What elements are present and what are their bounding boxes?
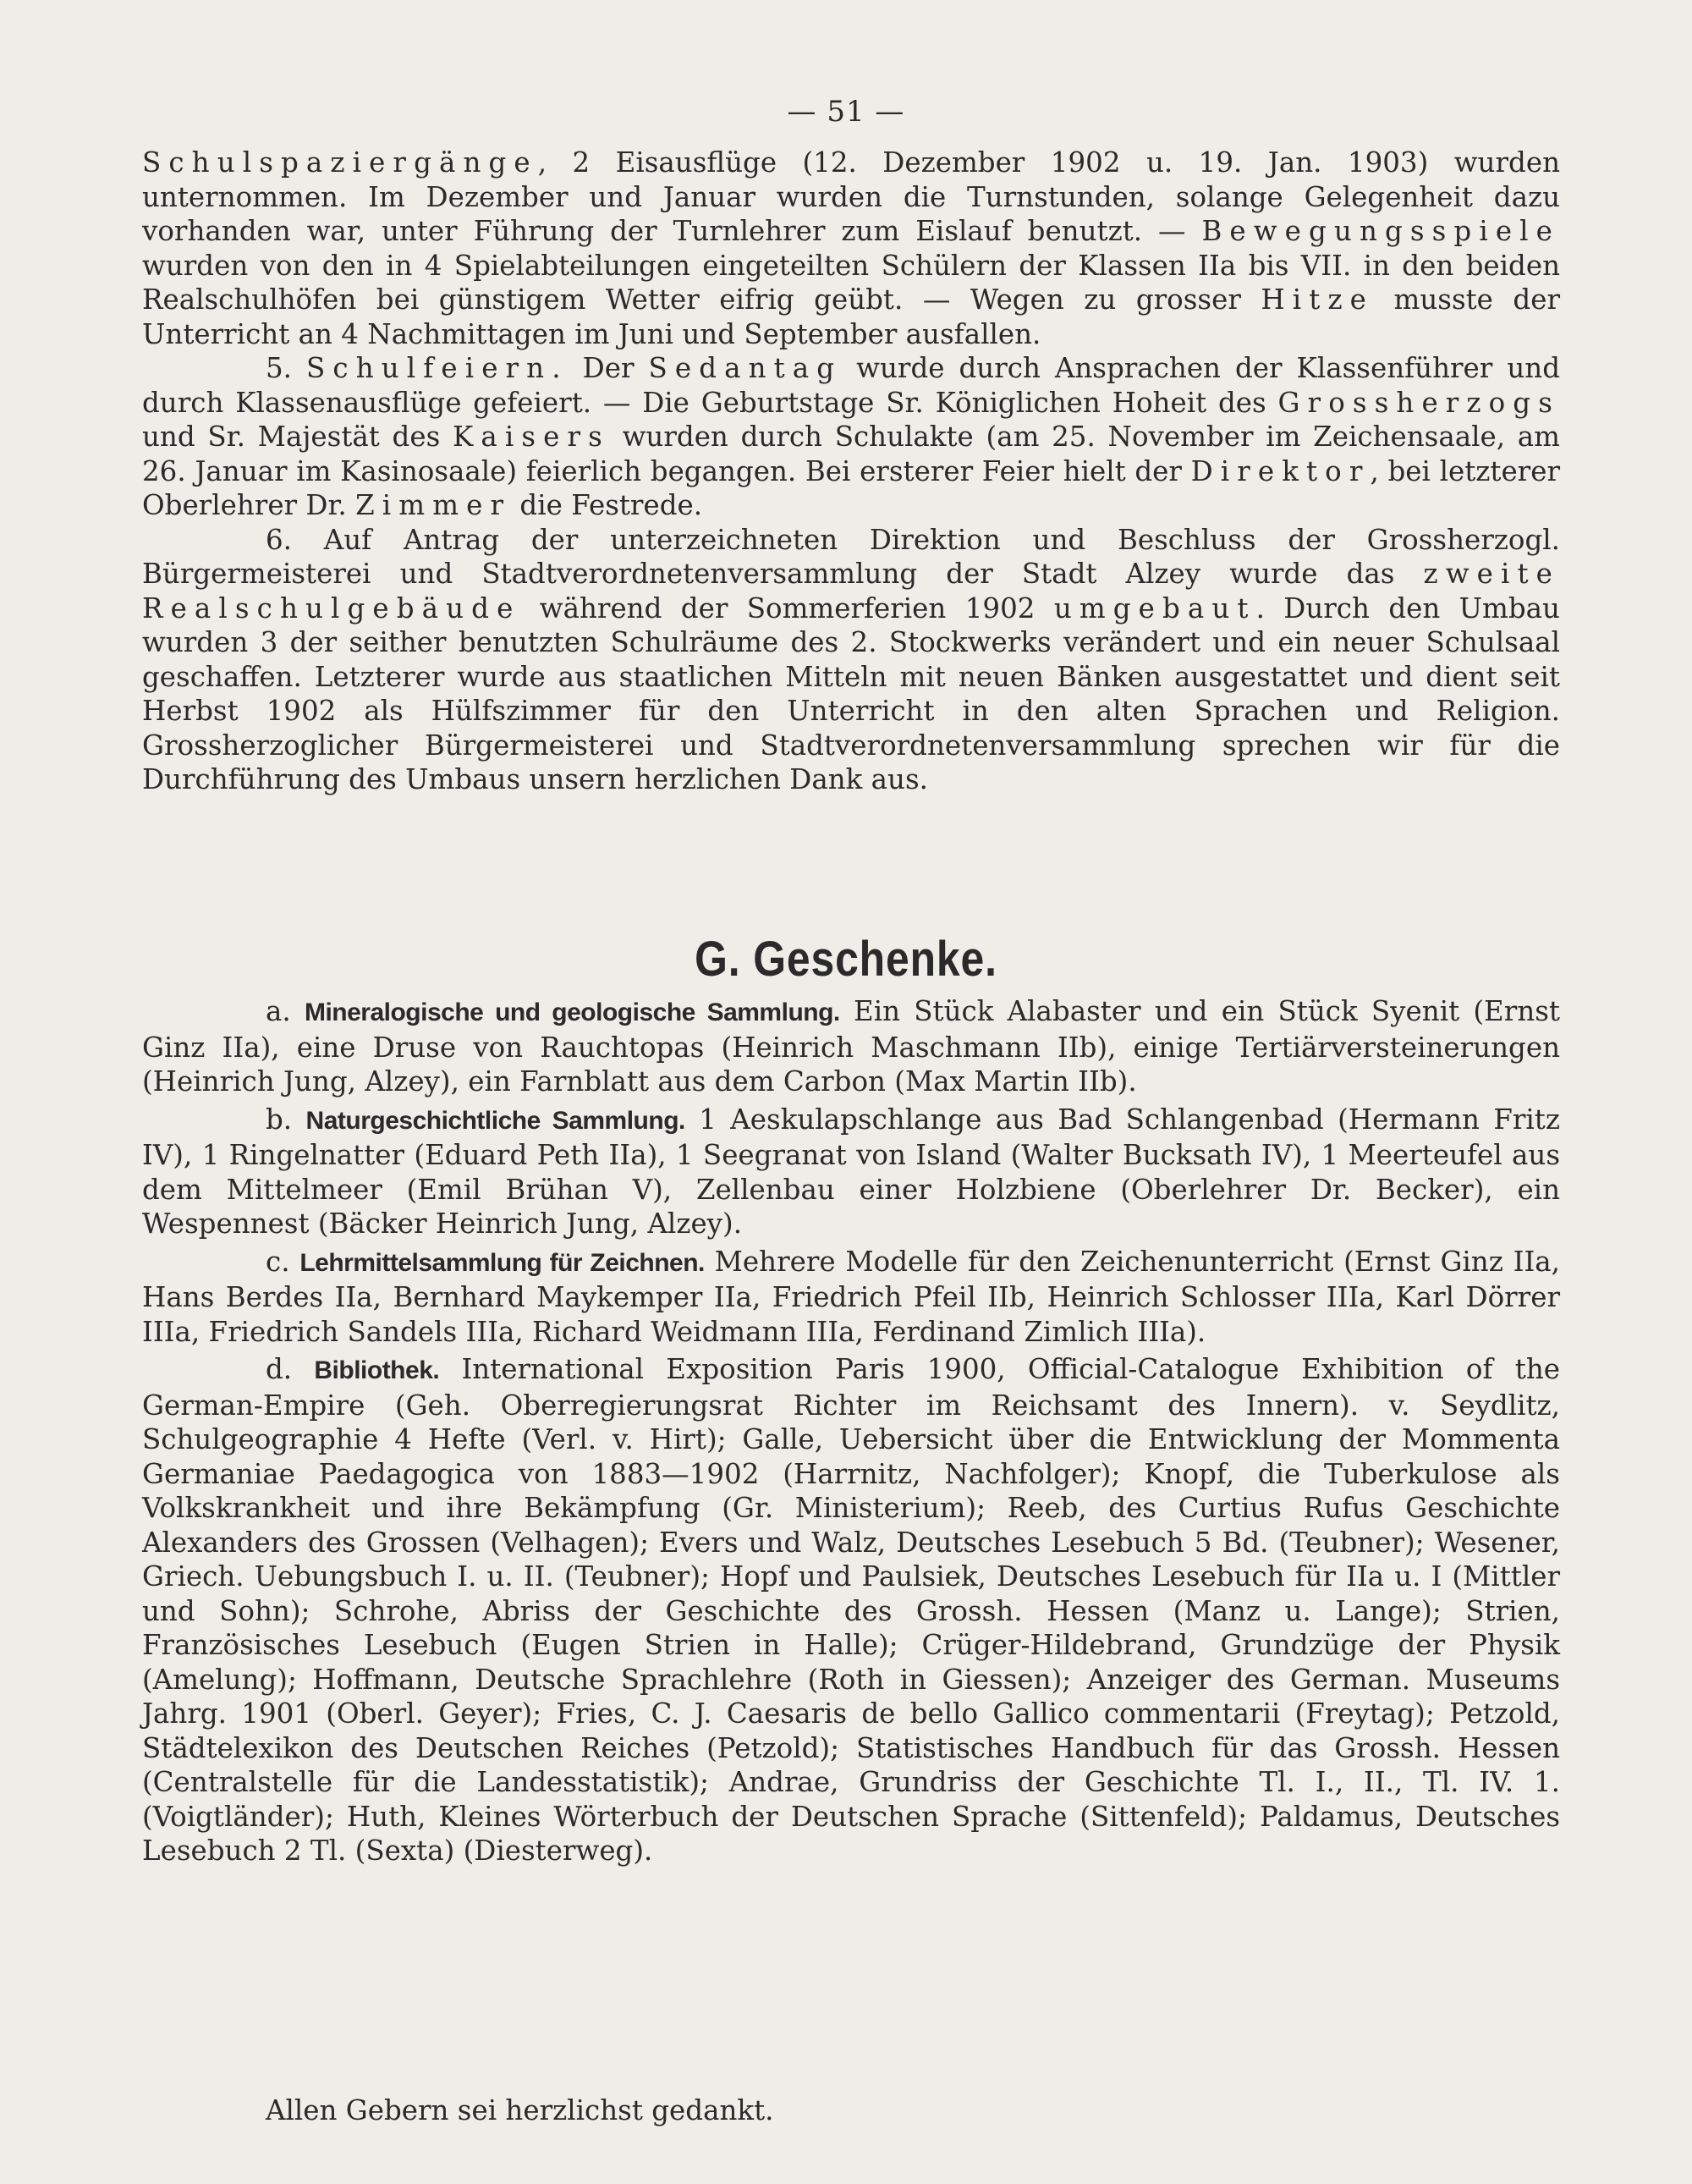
gift-item-drawing: c. Lehrmittelsammlung für Zeichnen. Mehrere Modelle für den Zeichenunterricht (Ernst Ginz IIa, Hans Berdes IIa, Bernhard Maykemper IIa, Friedrich Pfeil IIb, Heinrich Schlosser IIIa, Karl Dörrer IIIa, Friedrich Sandels IIIa, Richard Weidmann IIIa, Ferdinand Zimlich IIIa). <box>142 1245 1560 1348</box>
paragraph-school-celebrations: 5. Schulfeiern. Der Sedantag wurde durch Ansprachen der Klassenführer und durch Klassenausflüge gefeiert. — Die Geburtstage Sr. Königlichen Hoheit des Grossherzogs und Sr. Majestät des Kaisers wurden durch Schulakte (am 25. November im Zeichensaale, am 26. Januar im Kasinosaale) feierlich begangen. Bei ersterer Feier hielt der Direktor, bei letzterer Oberlehrer Dr. Zimmer die Festrede. <box>142 352 1560 521</box>
paragraph-school-walks: Schulspaziergänge, 2 Eisausflüge (12. Dezember 1902 u. 19. Jan. 1903) wurden unternommen. Im Dezember und Januar wurden die Turnstunden, solange Gelegenheit dazu vorhanden war, unter Führung der Turnlehrer zum Eislauf benutzt. — Bewegungsspiele wurden von den in 4 Spielabteilungen eingeteilten Schülern der Klassen IIa bis VII. in den beiden Realschulhöfen bei günstigem Wetter eifrig geübt. — Wegen zu grosser Hitze musste der Unterricht an 4 Nachmittagen im Juni und September ausfallen. <box>142 146 1560 350</box>
gift-item-mineralogy: a. Mineralogische und geologische Sammlung. Ein Stück Alabaster und ein Stück Syenit (Ernst Ginz IIa), eine Druse von Rauchtopas (Heinrich Maschmann IIb), einige Tertiärversteinerungen (Heinrich Jung, Alzey), ein Farnblatt aus dem Carbon (Max Martin IIb). <box>142 995 1560 1098</box>
section-heading-gifts: G. Geschenke. <box>695 932 997 987</box>
term-kaiser: Kaisers <box>452 421 610 453</box>
gift-item-library: d. Bibliothek. International Exposition Paris 1900, Official-Catalogue Exhibition of the German-Empire (Geh. Oberregierungsrat Richter im Reichsamt des Innern). v. Seydlitz, Schulgeographie 4 Hefte (Verl. v. Hirt); Galle, Uebersicht über die Entwicklung der Mommenta Germaniae Paedagogica von 1883—1902 (Harrnitz, Nachfolger); Knopf, die Tuberkulose als Volkskrankheit und ihre Bekämpfung (Gr. Ministerium); Reeb, des Curtius Rufus Geschichte Alexanders des Grossen (Velhagen); Evers und Walz, Deutsches Lesebuch 5 Bd. (Teubner); Wesener, Griech. Uebungsbuch I. u. II. (Teubner); Hopf und Paulsiek, Deutsches Lesebuch für IIa u. I (Mittler und Sohn); Schrohe, Abriss der Geschichte des Grossh. Hessen (Manz u. Lange); Strien, Französisches Lesebuch (Eugen Strien in Halle); Crüger-Hildebrand, Grundzüge der Physik (Amelung); Hoffmann, Deutsche Sprachlehre (Roth in Giessen); Anzeiger des German. Museums Jahrg. 1901 (Oberl. Geyer); Fries, C. J. Caesaris de bello Gallico commentarii (Freytag); Petzold, Städtelexikon des Deutschen Reiches (Petzold); Statistisches Handbuch für das Grossh. Hessen (Centralstelle für die Landesstatistik); Andrae, Grundriss der Geschichte Tl. I., II., Tl. IV. 1. (Voigtländer); Huth, Kleines Wörterbuch der Deutschen Sprache (Sittenfeld); Paldamus, Deutsches Lesebuch 2 Tl. (Sexta) (Diesterweg). <box>142 1353 1560 1867</box>
term-director: Direktor <box>1190 454 1371 487</box>
subheading-library: Bibliothek. <box>314 1356 440 1384</box>
term-grand-duke: Grossherzogs <box>1277 386 1560 419</box>
gift-item-natural-history: b. Naturgeschichtliche Sammlung. 1 Aeskulapschlange aus Bad Schlangenbad (Hermann Fritz IV), 1 Ringelnatter (Eduard Peth IIa), 1 Seegranat von Island (Walter Bucksath IV), 1 Meerteufel aus dem Mittelmeer (Emil Brühan V), Zellenbau einer Holzbiene (Oberlehrer Dr. Becker), ein Wespennest (Bäcker Heinrich Jung, Alzey). <box>142 1103 1560 1240</box>
paragraph-rebuilding: 6. Auf Antrag der unterzeichneten Direktion und Beschluss der Grossherzogl. Bürgermeisterei und Stadtverordnetenversammlung der Stadt Alzey wurde das zweite Realschulgebäude während der Sommerferien 1902 umgebaut. Durch den Umbau wurden 3 der seither benutzten Schulräume des 2. Stockwerks verändert und ein neuer Schulsaal geschaffen. Letzterer wurde aus staatlichen Mitteln mit neuen Bänken ausgestattet und dient seit Herbst 1902 als Hülfszimmer für den Unterricht in den alten Sprachen und Religion. Grossherzoglicher Bürgermeisterei und Stadtverordnetenversammlung sprechen wir für die Durchführung des Umbaus unsern herzlichen Dank aus. <box>142 523 1560 795</box>
term-rebuilt: umgebaut <box>1053 591 1256 624</box>
term-zimmer: Zimmer <box>355 489 512 521</box>
heading-school-celebrations: Schulfeiern. <box>306 352 569 384</box>
subheading-mineralogy: Mineralogische und geologische Sammlung. <box>304 998 840 1026</box>
report-section <box>142 146 1560 797</box>
subheading-natural-history: Naturgeschichtliche Sammlung. <box>305 1106 685 1135</box>
subheading-drawing: Lehrmittelsammlung für Zeichnen. <box>299 1248 705 1277</box>
term-school-walks: Schulspaziergänge <box>142 146 538 179</box>
closing-thanks: Allen Gebern sei herzlichst gedankt. <box>266 2094 774 2126</box>
term-movement-games: Bewegungsspiele <box>1201 215 1560 247</box>
term-sedan-day: Sedantag <box>648 352 843 384</box>
term-second-building: zweite Realschulgebäude <box>142 558 1560 624</box>
page-number: — 51 — <box>787 95 905 129</box>
term-heat: Hitze <box>1261 283 1375 316</box>
gifts-section <box>142 994 1560 1872</box>
